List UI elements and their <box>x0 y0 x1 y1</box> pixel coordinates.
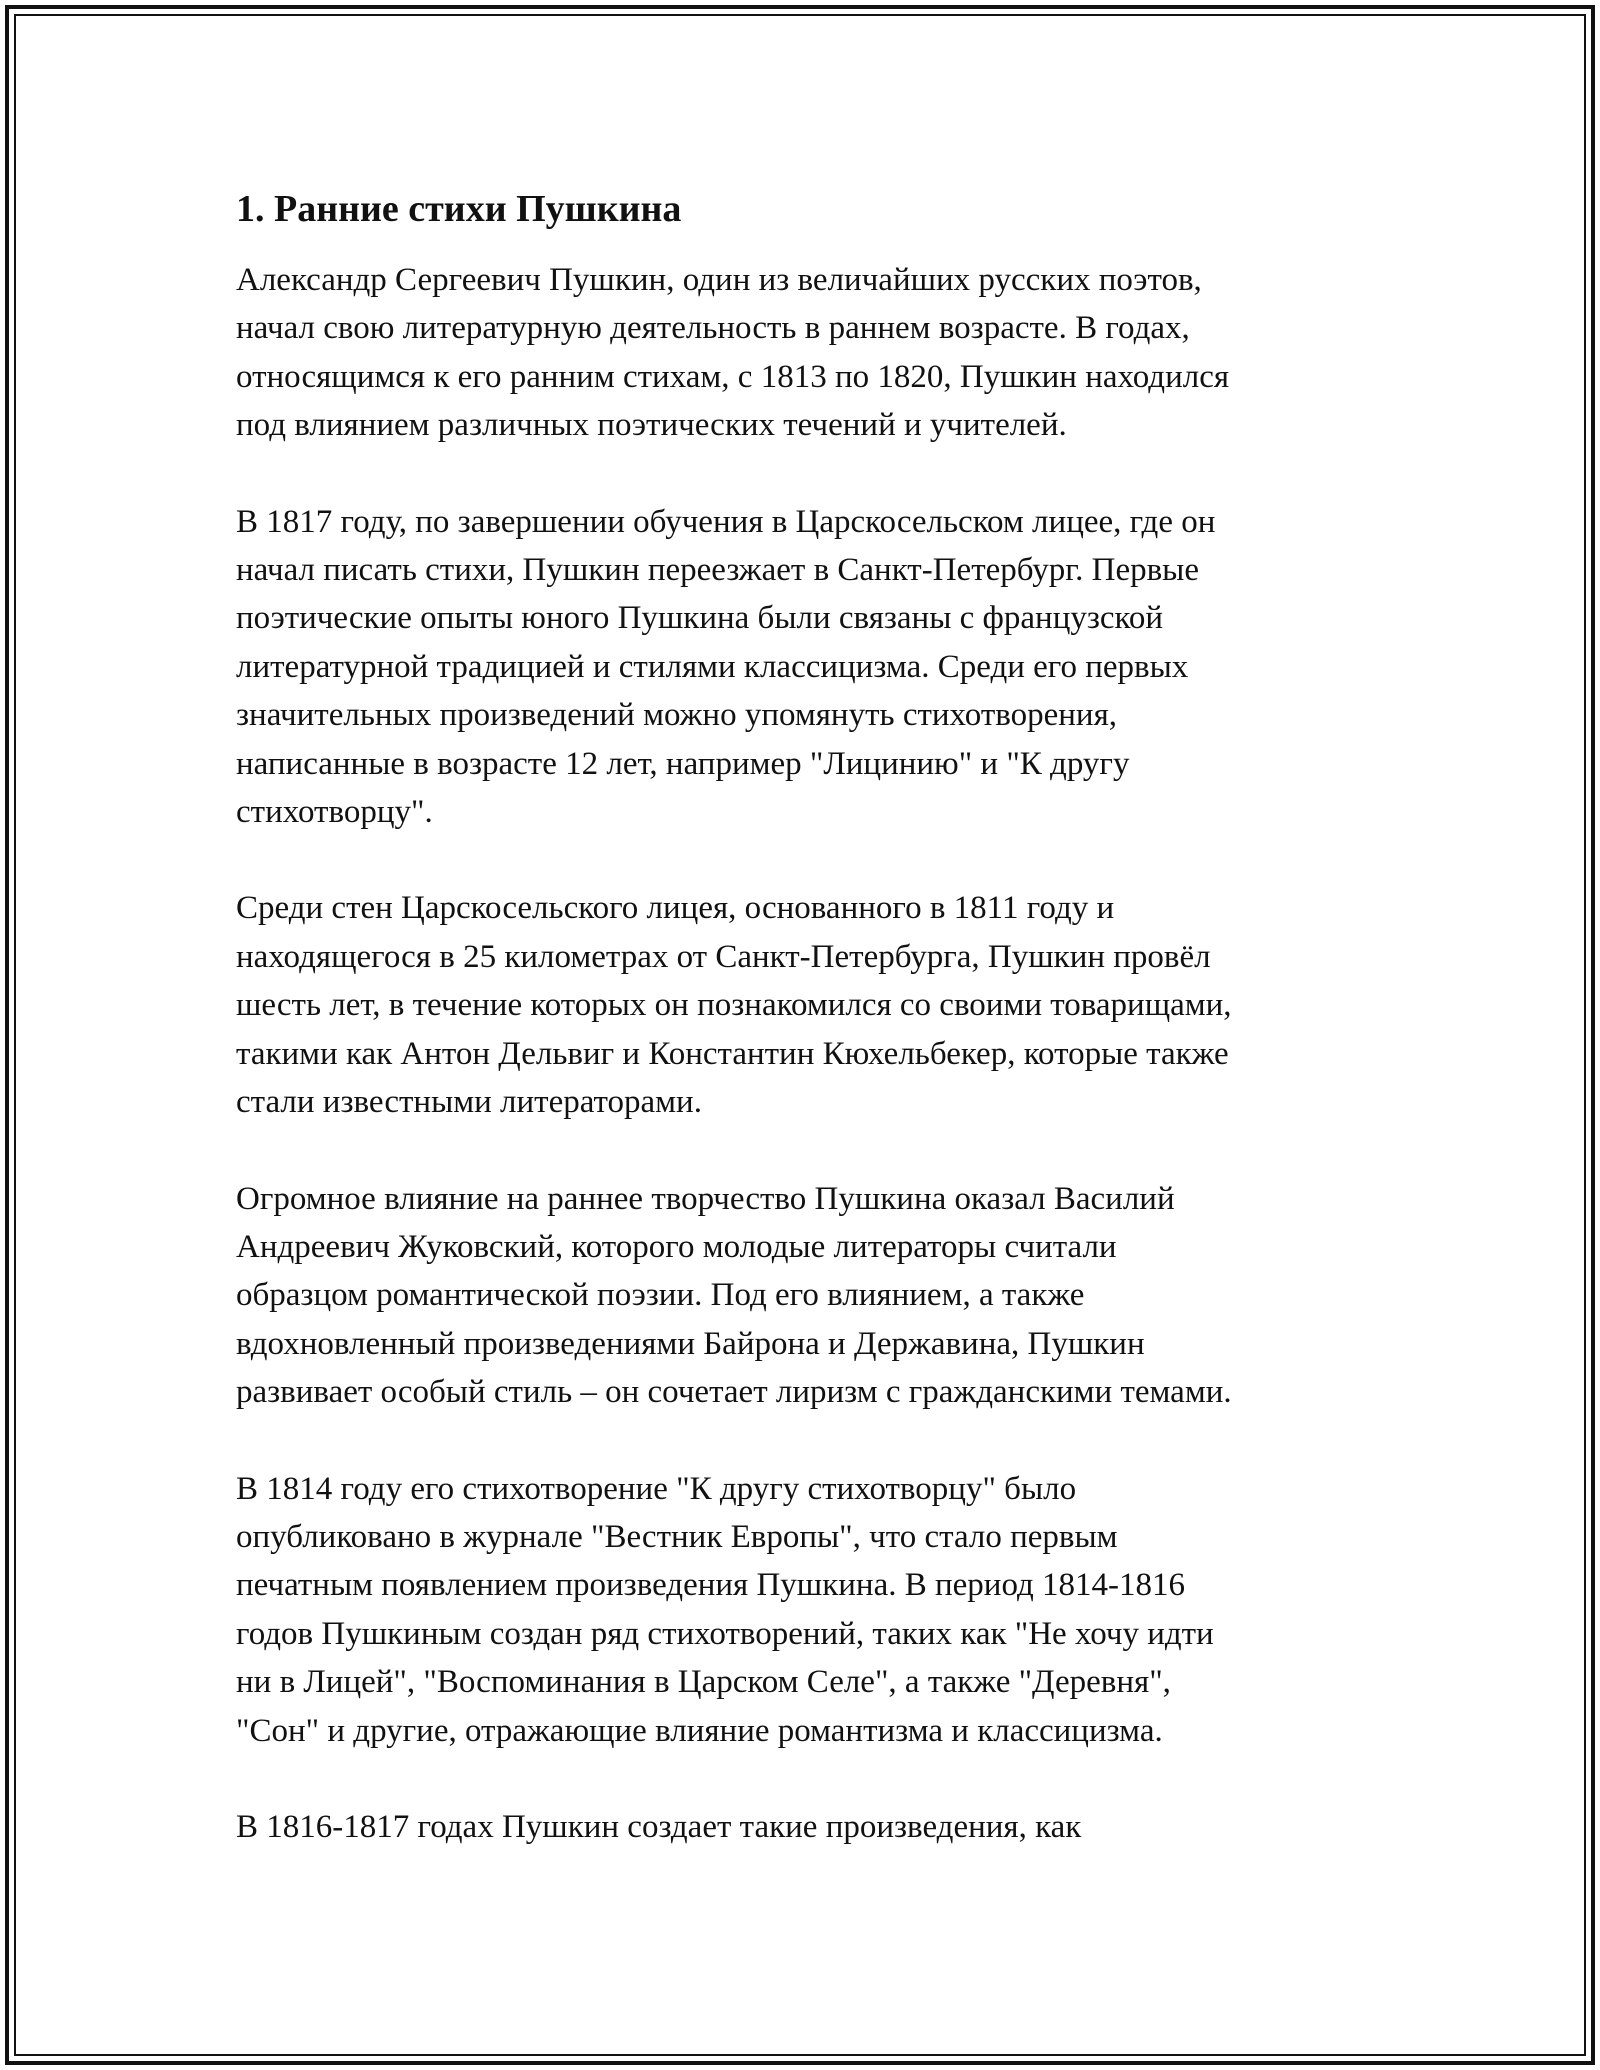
document-body <box>236 186 1366 1899</box>
section-heading: 1. Ранние стихи Пушкина <box>236 188 682 230</box>
paragraph-5: В 1814 году его стихотворение "К другу стихотворцу" было опубликовано в журнале "Вестник Европы", что стало первым печатным появлением произведения Пушкина. В период 1814-1816 годов Пушкиным создан ряд стихотворений, таких как "Не хочу идти ни в Лицей", "Воспоминания в Царском Селе", а также "Деревня", "Сон" и другие, отражающие влияние романтизма и классицизма. <box>236 1470 1214 1749</box>
paragraph-1: Александр Сергеевич Пушкин, один из величайших русских поэтов, начал свою литературную деятельность в раннем возрасте. В годах, относящимся к его ранним стихам, с 1813 по 1820, Пушкин находился под влиянием различных поэтических течений и учителей. <box>236 262 1230 444</box>
paragraph-2: В 1817 году, по завершении обучения в Царскосельском лицее, где он начал писать стихи, Пушкин переезжает в Санкт-Петербург. Первые поэтические опыты юного Пушкина были связаны с французской литературной традицией и стилями классицизма. Среди его первых значительных произведений можно упомянуть стихотворения, написанные в возрасте 12 лет, например "Лицинию" и "К другу стихотворцу". <box>236 503 1216 831</box>
paragraph-4: Огромное влияние на раннее творчество Пушкина оказал Василий Андреевич Жуковский, которого молодые литераторы считали образцом романтической поэзии. Под его влиянием, а также вдохновленный произведениями Байрона и Державина, Пушкин развивает особый стиль – он сочетает лиризм с гражданскими темами. <box>236 1180 1232 1411</box>
paragraph-3: Среди стен Царскосельского лицея, основанного в 1811 году и находящегося в 25 километрах от Санкт-Петербурга, Пушкин провёл шесть лет, в течение которых он познакомился со своими товарищами, такими как Антон Дельвиг и Константин Кюхельбекер, которые также стали известными литераторами. <box>236 890 1232 1121</box>
paragraph-6: В 1816-1817 годах Пушкин создает такие произведения, как <box>236 1808 1082 1845</box>
